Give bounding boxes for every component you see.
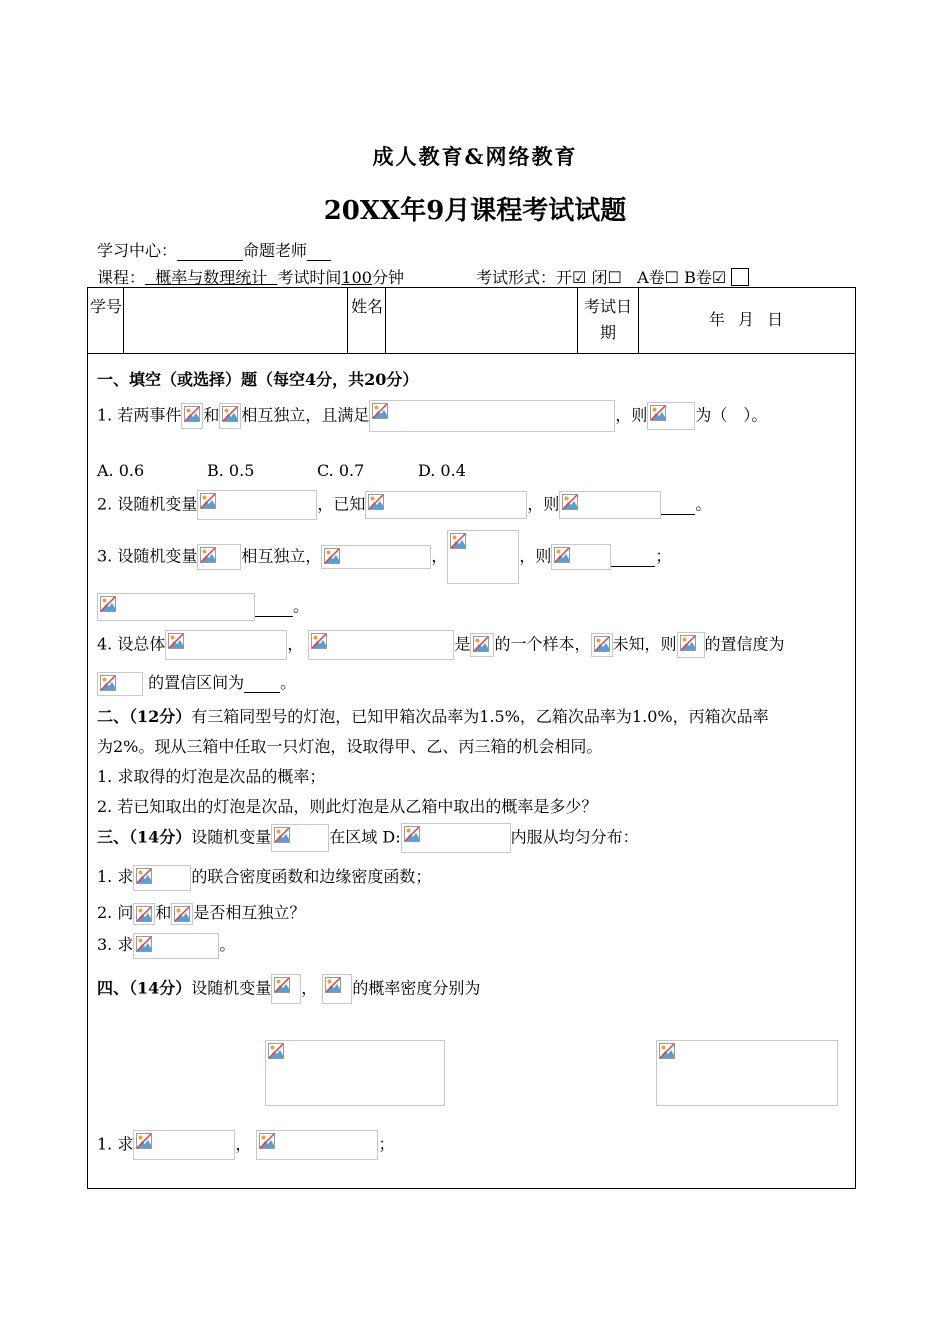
org-title: 成人教育&网络教育 <box>372 144 578 169</box>
formula-image <box>365 491 527 519</box>
formula-image <box>401 823 511 853</box>
paper-a-checkbox[interactable]: ☐ <box>664 268 679 287</box>
teacher-label: 命题老师 <box>243 241 308 260</box>
formula-image <box>647 402 695 430</box>
section2-heading: 二、（12分） <box>97 707 192 726</box>
formula-image <box>470 633 494 657</box>
q2-line: 2. 设随机变量 ，已知 ，则 。 <box>97 490 711 520</box>
formula-image <box>133 1130 235 1160</box>
time-label: 考试时间 <box>277 268 342 287</box>
answer-blank[interactable] <box>661 495 695 515</box>
open-checkbox[interactable]: ☑ <box>572 268 587 287</box>
formula-image <box>271 824 329 852</box>
answer-blank[interactable] <box>244 673 280 693</box>
formula-image <box>591 633 613 657</box>
formula-image <box>97 593 255 621</box>
density-formula-y <box>656 1040 838 1106</box>
answer-blank[interactable] <box>611 547 655 567</box>
formula-image <box>219 403 241 429</box>
formula-image <box>171 903 193 925</box>
course-name: 概率与数理统计 <box>155 268 268 287</box>
course-label: 课程： <box>97 268 146 287</box>
formula-image <box>559 491 661 519</box>
formula-image <box>133 903 155 925</box>
section1-heading: 一、填空（或选择）题（每空4分，共20分） <box>97 370 419 389</box>
formula-image <box>181 403 203 429</box>
empty-box[interactable] <box>731 268 749 286</box>
section3-q2: 2. 问 和 是否相互独立？ <box>97 900 305 925</box>
formula-image <box>165 630 287 660</box>
formula-image <box>271 974 301 1004</box>
student-no-label: 学号 <box>89 297 122 316</box>
course-line <box>97 265 404 288</box>
date-value: 年 月 日 <box>708 310 784 329</box>
choice-d[interactable]: D. 0.4 <box>418 461 466 480</box>
section2-q2: 2. 若已知取出的灯泡是次品，则此灯泡是从乙箱中取出的概率是多少？ <box>97 797 598 816</box>
paper-b-checkbox[interactable]: ☑ <box>711 268 727 287</box>
formula-image <box>133 865 191 891</box>
center-line <box>97 238 331 261</box>
section4-heading: 四、（14分） <box>97 978 192 998</box>
section2-line1: 二、（12分）有三箱同型号的灯泡，已知甲箱次品率为1.5%，乙箱次品率为1.0%，丙箱次品率 <box>97 707 769 726</box>
q4-line2: 的置信区间为 。 <box>97 670 296 696</box>
formula-image <box>197 490 317 520</box>
section3-q1: 1. 求 的联合密度函数和边缘密度函数； <box>97 864 431 891</box>
name-label: 姓名 <box>350 297 383 316</box>
section2-q1: 1. 求取得的灯泡是次品的概率； <box>97 767 326 786</box>
formula-image <box>308 630 454 660</box>
density-formula-x <box>265 1040 445 1106</box>
formula-image <box>322 974 352 1004</box>
exam-title: 20XX年9月课程考试试题 <box>323 196 627 226</box>
formula-image <box>677 632 705 658</box>
choice-a[interactable]: A. 0.6 <box>97 461 145 480</box>
formula-image <box>97 672 143 696</box>
center-label: 学习中心： <box>97 241 178 260</box>
info-table <box>87 287 854 353</box>
section3-heading: 三、（14分） <box>97 827 192 847</box>
q3-line2: 。 <box>97 593 309 621</box>
q4-line: 4. 设总体 ， 是 的一个样本， 未知，则 的置信度为 <box>97 630 785 660</box>
formula-image <box>369 400 615 432</box>
choice-b[interactable]: B. 0.5 <box>207 461 255 480</box>
formula-image <box>133 933 219 959</box>
q1-line: 1. 若两事件 和 相互独立，且满足 ，则 为（ ）。 <box>97 400 767 432</box>
time-value: 100 <box>341 268 372 287</box>
table-divider <box>87 353 855 354</box>
answer-blank[interactable] <box>255 597 293 617</box>
formula-image <box>197 544 241 570</box>
exam-date-label: 考试日期 <box>583 297 632 342</box>
q1-choices <box>97 461 466 480</box>
form-label: 考试形式： <box>476 268 557 287</box>
section3-line1: 三、（14分）设随机变量 在区域 D: 内服从均匀分布： <box>97 823 639 853</box>
q3-line: 3. 设随机变量 相互独立， ， ，则 ； <box>97 530 671 584</box>
section2-line2: 为2%。现从三箱中任取一只灯泡，设取得甲、乙、丙三箱的机会相同。 <box>97 737 603 756</box>
teacher-blank <box>307 241 331 261</box>
center-blank <box>177 241 243 261</box>
closed-checkbox[interactable]: ☐ <box>607 268 622 287</box>
choice-c[interactable]: C. 0.7 <box>317 461 365 480</box>
formula-image <box>551 544 611 570</box>
exam-form: 考试形式：开☑ 闭☐ A卷☐ B卷☑ <box>476 265 749 288</box>
formula-image <box>321 545 431 569</box>
time-unit: 分钟 <box>371 268 404 287</box>
formula-image <box>447 530 519 584</box>
section3-q3: 3. 求 。 <box>97 932 235 959</box>
section4-line1: 四、（14分）设随机变量 ， 的概率密度分别为 <box>97 974 480 1004</box>
formula-image <box>256 1130 378 1160</box>
section4-q1: 1. 求 ， ； <box>97 1130 394 1160</box>
